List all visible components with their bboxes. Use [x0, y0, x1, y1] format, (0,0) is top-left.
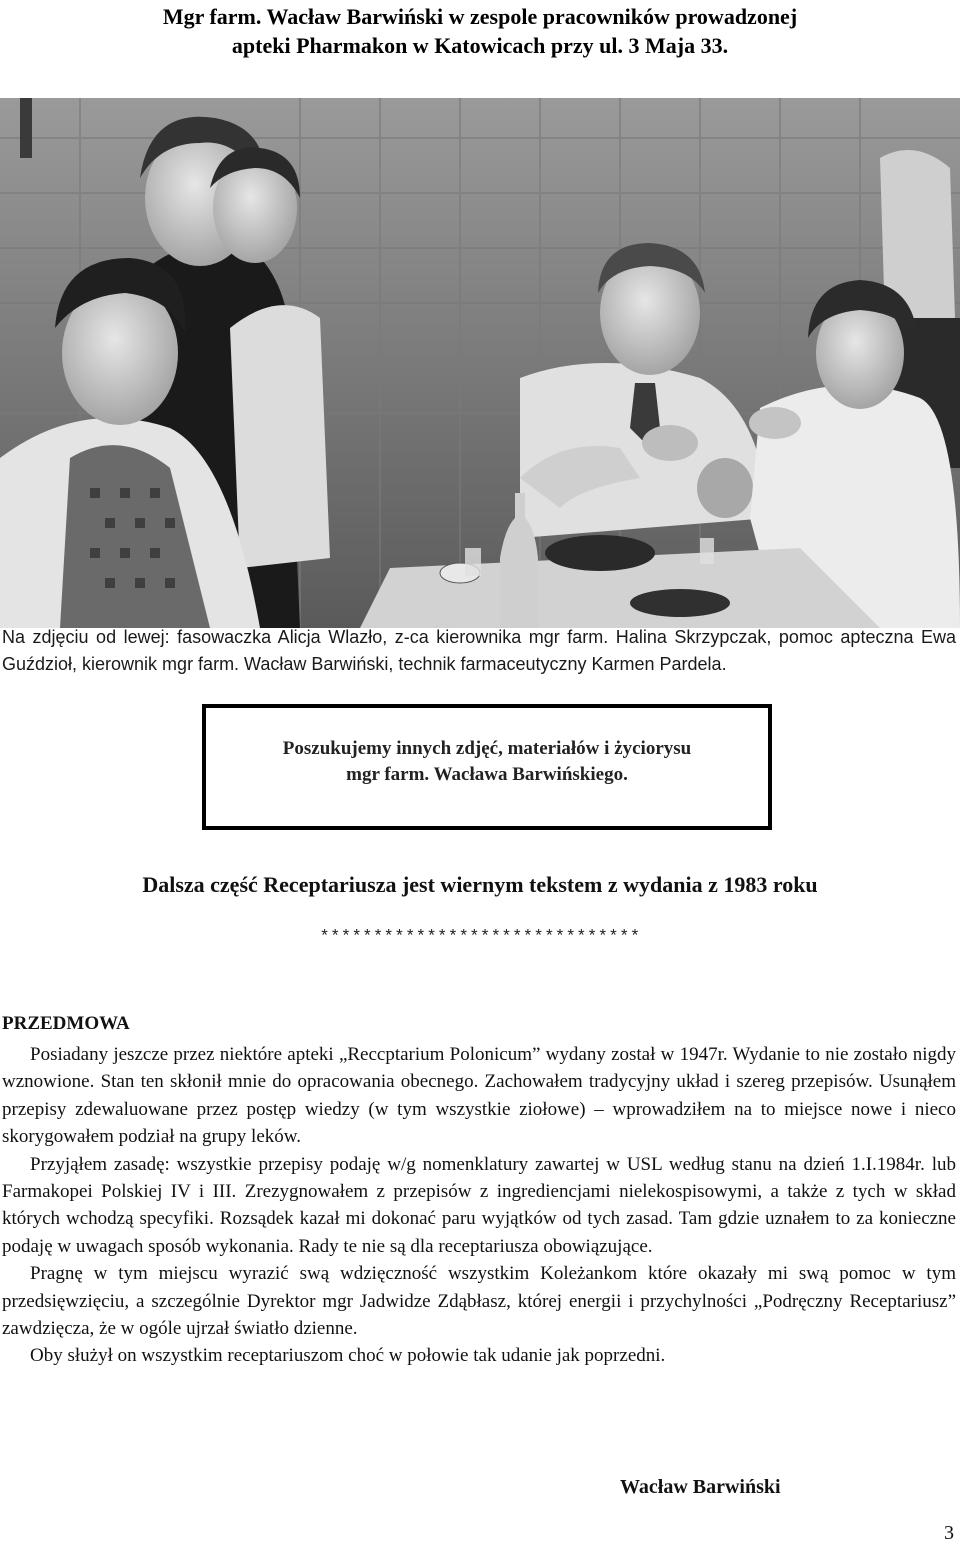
- group-photo: [0, 98, 960, 628]
- title-line-1: Mgr farm. Wacław Barwiński w zespole pracowników prowadzonej: [162, 4, 798, 29]
- notice-line-2: mgr farm. Wacława Barwińskiego.: [346, 764, 628, 785]
- notice-line-1: Poszukujemy innych zdjęć, materiałów i życiorysu: [282, 738, 692, 759]
- document-title: [40, 2, 920, 60]
- preface-body: [2, 1041, 956, 1370]
- preface-paragraph-3: Pragnę w tym miejscu wyrazić swą wdzięczność wszystkim Koleżankom które okazały mi swą pomoc w tym przedsięwzięciu, a szczególnie Dyrektor mgr Jadwidze Zdąbłasz, której energii i przychylności „Podręczny Receptariusz” zawdzięcza, że w ogóle ujrzał światło dzienne.: [2, 1263, 956, 1340]
- preface-heading: PRZEDMOWA: [2, 1013, 130, 1034]
- preface-paragraph-4: Oby służył on wszystkim receptariuszom choć w połowie tak udanie jak poprzedni.: [30, 1345, 666, 1367]
- page-number: 3: [944, 1522, 954, 1544]
- preface-paragraph-2: Przyjąłem zasadę: wszystkie przepisy podaję w/g nomenklatury zawartej w USL według stanu na dzień 1.I.1984r. lub Farmakopei Polskiej IV i III. Zrezygnowałem z przepisów z ingrediencjami nielekospisowymi, a także z tych w skład których wchodzą specyfiki. Rozsądek kazał mi dokonać paru wyjątków od tych zasad. Tam gdzie uznałem to za konieczne podaję w uwagach sposób wykonania. Rady te nie są dla receptariusza obowiązujące.: [2, 1153, 956, 1257]
- separator-stars: ******************************: [319, 928, 641, 947]
- author-signature: Wacław Barwiński: [620, 1476, 781, 1498]
- section-subtitle: Dalsza część Receptariusza jest wiernym tekstem z wydania z 1983 roku: [142, 872, 818, 897]
- title-line-2: apteki Pharmakon w Katowicach przy ul. 3 Maja 33.: [231, 33, 729, 58]
- preface-paragraph-1: Posiadany jeszcze przez niektóre apteki „Reccptarium Polonicum” wydany został w 1947r. Wydanie to nie zostało nigdy wznowione. Stan ten skłonił mnie do opracowania obecnego. Zachowałem tradycyjny układ i szereg przepisów. Usunąłem przepisy zdewaluowane przez postęp wiedzy (w tym wszystkie ziołowe) – wprowadziłem na to miejsce nowe i nieco skorygowałem podział na grupy leków.: [2, 1044, 956, 1148]
- notice-box: [202, 704, 772, 830]
- photo-caption: Na zdjęciu od lewej: fasowaczka Alicja Wlazło, z-ca kierownika mgr farm. Halina Skrzypczak, pomoc apteczna Ewa Guździoł, kierownik mgr farm. Wacław Barwiński, technik farmaceutyczny Karmen Pardela.: [2, 627, 956, 674]
- notice-text: [206, 736, 768, 788]
